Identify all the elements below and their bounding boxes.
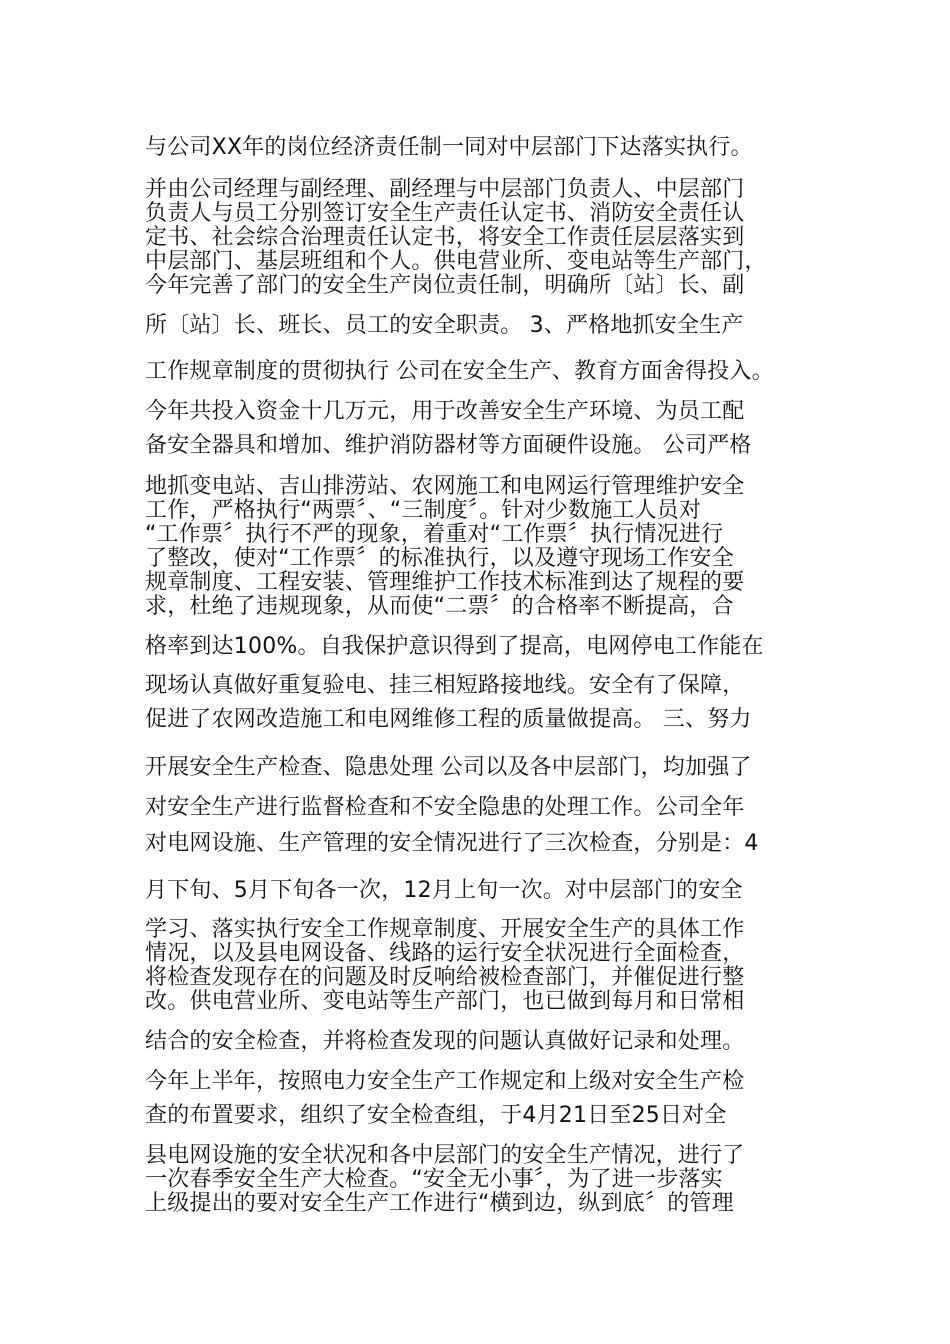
- text-line: 县电网设施的安全状况和各中层部门的安全生产情况，进行了: [145, 1143, 745, 1168]
- text-line: 负责人与员工分别签订安全生产责任认定书、消防安全责任认: [145, 201, 745, 226]
- text-line: 开展安全生产检查、隐患处理 公司以及各中层部门，均加强了: [145, 755, 752, 780]
- text-line: 地抓变电站、吉山排涝站、农网施工和电网运行管理维护安全: [145, 474, 745, 499]
- text-line: 备安全器具和增加、维护消防器材等方面硬件设施。 公司严格: [145, 433, 752, 458]
- text-line: 工作规章制度的贯彻执行 公司在安全生产、教育方面舍得投入。: [145, 359, 774, 384]
- text-line: 今年完善了部门的安全生产岗位责任制，明确所〔站〕长、副: [145, 273, 745, 298]
- text-line: 求，杜绝了违规现象，从而使“二票〞的合格率不断提高，合: [145, 594, 734, 619]
- text-line: 与公司XX年的岗位经济责任制一同对中层部门下达落实执行。: [145, 135, 753, 160]
- text-line: 查的布置要求，组织了安全检查组，于4月21日至25日对全: [145, 1103, 727, 1128]
- text-line: 将检查发现存在的问题及时反响给被检查部门，并催促进行整: [145, 965, 745, 990]
- text-line: 并由公司经理与副经理、副经理与中层部门负责人、中层部门: [145, 177, 745, 202]
- text-line: “工作票〞执行不严的现象，着重对“工作票〞执行情况进行: [145, 522, 724, 547]
- text-line: 了整改，使对“工作票〞的标准执行，以及遵守现场工作安全: [145, 546, 734, 571]
- text-line: 规章制度、工程安装、管理维护工作技术标准到达了规程的要: [145, 570, 745, 595]
- text-line: 改。供电营业所、变电站等生产部门，也已做到每月和日常相: [145, 989, 745, 1014]
- text-line: 学习、落实执行安全工作规章制度、开展安全生产的具体工作: [145, 917, 745, 942]
- text-line: 一次春季安全生产大检查。“安全无小事〞，为了进一步落实: [145, 1167, 723, 1192]
- text-line: 定书、社会综合治理责任认定书，将安全工作责任层层落实到: [145, 225, 745, 250]
- text-line: 促进了农网改造施工和电网维修工程的质量做提高。 三、努力: [145, 707, 752, 732]
- text-line: 情况，以及县电网设备、线路的运行安全状况进行全面检查，: [145, 941, 745, 966]
- text-line: 格率到达100%。自我保护意识得到了提高，电网停电工作能在: [145, 634, 764, 659]
- text-line: 现场认真做好重复验电、挂三相短路接地线。安全有了保障，: [145, 673, 745, 698]
- text-line: 今年上半年，按照电力安全生产工作规定和上级对安全生产检: [145, 1069, 745, 1094]
- text-line: 月下旬、5月下旬各一次，12月上旬一次。对中层部门的安全: [145, 878, 743, 903]
- text-line: 上级提出的要对安全生产工作进行“横到边，纵到底〞的管理: [145, 1191, 734, 1216]
- text-line: 结合的安全检查，并将检查发现的问题认真做好记录和处理。: [145, 1029, 745, 1054]
- text-line: 中层部门、基层班组和个人。供电营业所、变电站等生产部门，: [145, 249, 767, 274]
- text-line: 工作，严格执行“两票〞、“三制度〞。针对少数施工人员对: [145, 498, 702, 523]
- text-line: 对电网设施、生产管理的安全情况进行了三次检查，分别是：4: [145, 831, 759, 856]
- text-line: 所〔站〕长、班长、员工的安全职责。 3、严格地抓安全生产: [145, 313, 744, 338]
- text-line: 今年共投入资金十几万元，用于改善安全生产环境、为员工配: [145, 399, 745, 424]
- text-line: 对安全生产进行监督检查和不安全隐患的处理工作。公司全年: [145, 795, 745, 820]
